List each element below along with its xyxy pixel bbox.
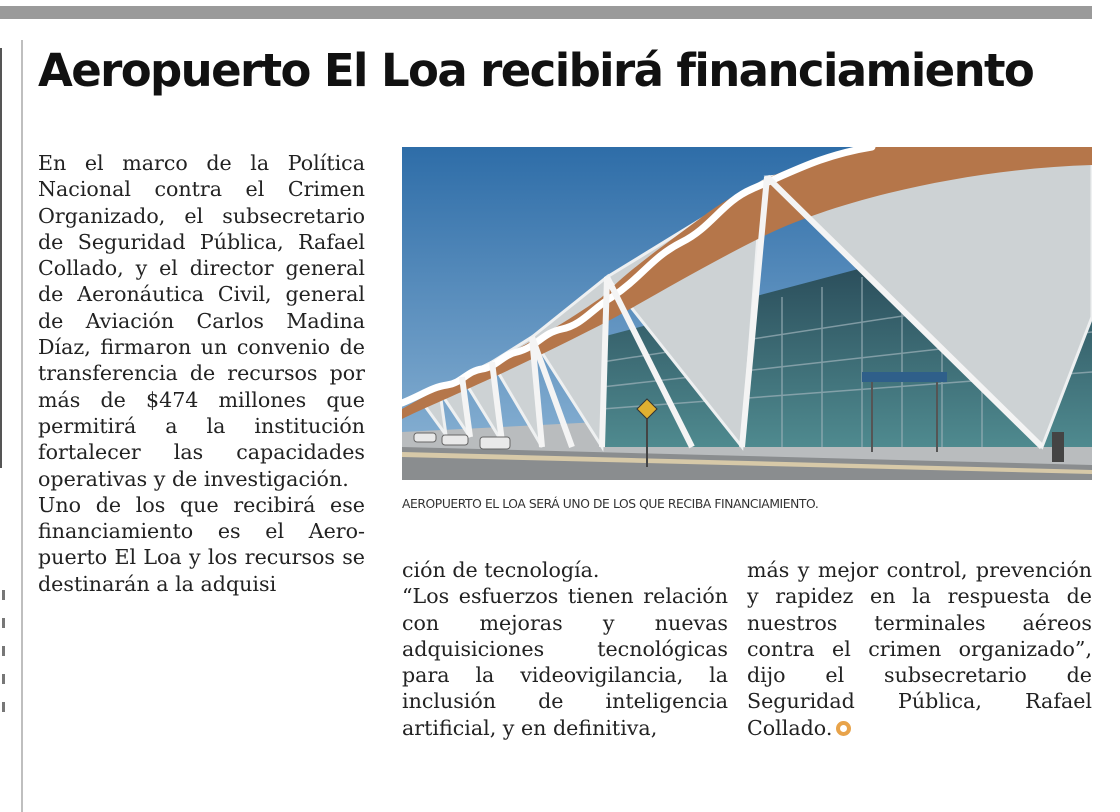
body-column-3 bbox=[747, 557, 1092, 741]
paragraph: “Los esfuerzos tienen relación con mejoras y nuevas adquisiciones tecnológicas para la videovigilancia, la inclusión de inteligencia artificial, y en definitiva, bbox=[402, 584, 728, 740]
top-rule bbox=[0, 6, 1092, 19]
paragraph-text: más y mejor control, prevención y rapidez en la respuesta de nuestros terminales aéreos contra el crimen organizado”, dijo el subsecretario de Seguridad Pública, Rafael Collado. bbox=[747, 558, 1092, 740]
paragraph: ción de tecnología. bbox=[402, 558, 600, 582]
adjacent-article-marks bbox=[2, 590, 8, 740]
photo-caption: AEROPUERTO EL LOA SERÁ UNO DE LOS QUE RECIBA FINANCIAMIENTO. bbox=[402, 497, 819, 511]
body-column-1 bbox=[38, 150, 365, 597]
paragraph: En el marco de la Política Nacional contra el Crimen Organizado, el subsecretario de Seguridad Pública, Rafael Collado, y el director general de Aeronáutica Civil, general de Aviación Carlos Madina Díaz, firmaron un convenio de transferencia de recursos por más de $474 millones que permitirá a la institución fortalecer las capacidades operativas y de investigación. bbox=[38, 151, 365, 491]
column-divider bbox=[21, 40, 23, 812]
circle-end-mark-icon bbox=[836, 721, 851, 736]
airport-terminal-photo bbox=[402, 147, 1092, 480]
paragraph: Uno de los que recibirá ese financiamiento es el Aeropuerto El Loa y los recursos se destinarán a la adquisi bbox=[38, 492, 365, 596]
adjacent-article-edge bbox=[0, 48, 2, 468]
body-column-2 bbox=[402, 557, 728, 741]
headline: Aeropuerto El Loa recibirá financiamiento bbox=[38, 44, 1034, 97]
paragraph bbox=[747, 557, 1092, 741]
